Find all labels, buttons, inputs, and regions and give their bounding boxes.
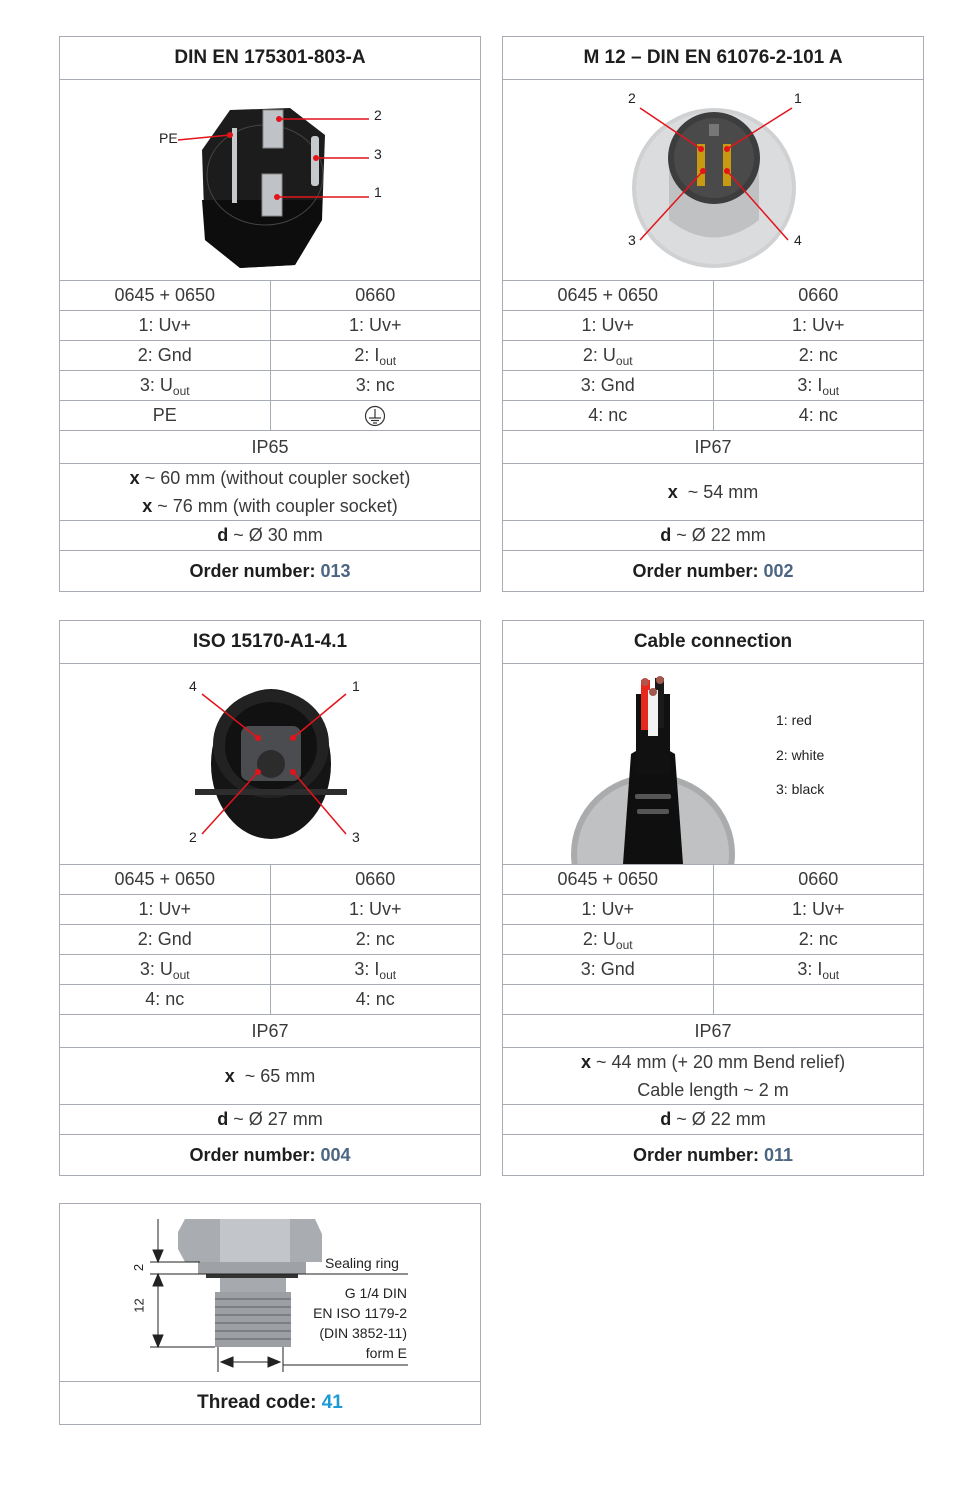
pin-label-3: 3 [352,829,360,845]
pin-assignment [271,401,481,430]
ip-rating: IP67 [503,1015,923,1048]
pin-assignment: 2: Gnd [60,341,271,370]
pin-assignment: 4: nc [60,985,271,1014]
pin-assignment: 3: $I_{out}$ [797,959,840,982]
card-title: M 12 – DIN EN 61076-2-101 A [503,37,923,80]
pin-row [503,311,923,341]
pin-label-pe: PE [159,130,178,146]
pin-assignment: 3: $U_{out}$ [60,955,271,984]
pin-assignment: 3: Gnd [503,371,714,400]
pin-label-4: 4 [189,678,197,694]
connector-card-m12 [502,36,924,592]
dimension-12: 12 [131,1298,147,1313]
pin-assignment: 2: nc [798,929,838,949]
thread-illustration [60,1204,482,1381]
pin-assignment: 4: nc [503,401,714,430]
pin-label-1: 1 [374,184,382,200]
cable-length: Cable length ~ 2 m [637,1080,789,1100]
model-0645-0650: 0645 + 0650 [503,281,714,310]
model-header-row [503,865,923,895]
order-number: Order number: 011 [632,1145,794,1165]
pin-assignment: 3: nc [355,375,395,395]
pin-assignment [714,985,924,1014]
cable-connector-illustration [503,664,923,864]
card-title: ISO 15170-A1-4.1 [60,621,480,664]
pin-assignment: 2: nc [798,345,838,365]
pin-row [60,925,480,955]
diameter-spec: d ~ Ø 22 mm [503,521,923,551]
model-0645-0650: 0645 + 0650 [503,865,714,894]
connector-image [60,80,480,281]
wire-color-red: 1: red [776,712,812,728]
diameter-spec: d ~ Ø 22 mm [503,1105,923,1135]
din-connector-illustration [60,80,480,280]
pin-assignment: 4: nc [798,405,838,425]
pin-assignment: 1: Uv+ [60,311,271,340]
pin-row [503,955,923,985]
protective-earth-icon [364,405,386,427]
pin-row [503,341,923,371]
pin-assignment: 3: $I_{out}$ [354,959,397,982]
ip-rating: IP67 [503,431,923,464]
pin-row [60,371,480,401]
thread-spec: G 1/4 DIN EN ISO 1179-2 (DIN 3852-11) form E [313,1285,407,1361]
model-0645-0650: 0645 + 0650 [60,281,271,310]
pin-label-1: 1 [352,678,360,694]
model-header-row [60,865,480,895]
sealing-ring-label: Sealing ring [325,1255,399,1271]
pin-assignment: PE [60,401,271,430]
pin-assignment: 4: nc [355,989,395,1009]
pin-assignment: 1: Uv+ [791,899,845,919]
card-title: DIN EN 175301-803-A [60,37,480,80]
pin-row [60,401,480,431]
thread-code: Thread code: 41 [197,1392,343,1413]
pin-assignment: 2: $I_{out}$ [354,345,397,368]
pin-row [503,371,923,401]
length-spec: x ~ 60 mm (without coupler socket) x ~ 76 mm (with coupler socket) [60,464,480,521]
order-number: Order number: 004 [189,1145,351,1165]
diameter-spec: d ~ Ø 27 mm [60,1105,480,1135]
connector-image [503,664,923,865]
pin-row [503,401,923,431]
length-spec: x ~ 44 mm (+ 20 mm Bend relief) Cable length ~ 2 m [503,1048,923,1105]
dimension-2: 2 [131,1263,147,1272]
m12-connector-illustration [503,80,923,280]
connector-card-iso-15170 [59,620,481,1176]
pin-assignment: 3: $U_{out}$ [60,371,271,400]
order-number: Order number: 013 [189,561,351,581]
connector-card-din-175301 [59,36,481,592]
pin-assignment [503,985,714,1014]
pin-row-empty [503,985,923,1015]
pin-row [60,985,480,1015]
thread-image [60,1204,480,1382]
model-header-row [503,281,923,311]
pin-assignment: 1: Uv+ [60,895,271,924]
pin-assignment: 2: $U_{out}$ [503,925,714,954]
pin-row [60,311,480,341]
ip-rating: IP65 [60,431,480,464]
pin-assignment: 2: nc [355,929,395,949]
pin-assignment: 2: $U_{out}$ [503,341,714,370]
pin-assignment: 1: Uv+ [348,315,402,335]
connector-card-cable [502,620,924,1176]
model-0660: 0660 [798,285,839,305]
pin-assignment: 2: Gnd [60,925,271,954]
pin-row [503,895,923,925]
pin-assignment: 3: $I_{out}$ [797,375,840,398]
order-number: Order number: 002 [632,561,794,581]
connector-image [503,80,923,281]
pin-assignment: 1: Uv+ [503,311,714,340]
pin-label-3: 3 [374,146,382,162]
pin-row [503,925,923,955]
model-0660: 0660 [355,285,396,305]
model-header-row [60,281,480,311]
length-spec: x ~ 54 mm [503,464,923,521]
pin-assignment: 1: Uv+ [348,899,402,919]
thread-card [59,1203,481,1425]
pin-assignment: 1: Uv+ [503,895,714,924]
pin-assignment: 3: Gnd [503,955,714,984]
pin-label-1: 1 [794,90,802,106]
model-0645-0650: 0645 + 0650 [60,865,271,894]
model-0660: 0660 [355,869,396,889]
card-title: Cable connection [503,621,923,664]
pin-assignment: 1: Uv+ [791,315,845,335]
pin-label-3: 3 [628,232,636,248]
ip-rating: IP67 [60,1015,480,1048]
model-0660: 0660 [798,869,839,889]
wire-color-white: 2: white [776,747,825,763]
diameter-spec: d ~ Ø 30 mm [60,521,480,551]
pin-row [60,341,480,371]
iso-connector-illustration [60,664,480,864]
pin-label-2: 2 [374,107,382,123]
pin-row [60,955,480,985]
length-spec: x ~ 65 mm [60,1048,480,1105]
pin-label-2: 2 [189,829,197,845]
pin-label-2: 2 [628,90,636,106]
connector-image [60,664,480,865]
pin-row [60,895,480,925]
pin-label-4: 4 [794,232,802,248]
wire-color-black: 3: black [776,781,825,797]
